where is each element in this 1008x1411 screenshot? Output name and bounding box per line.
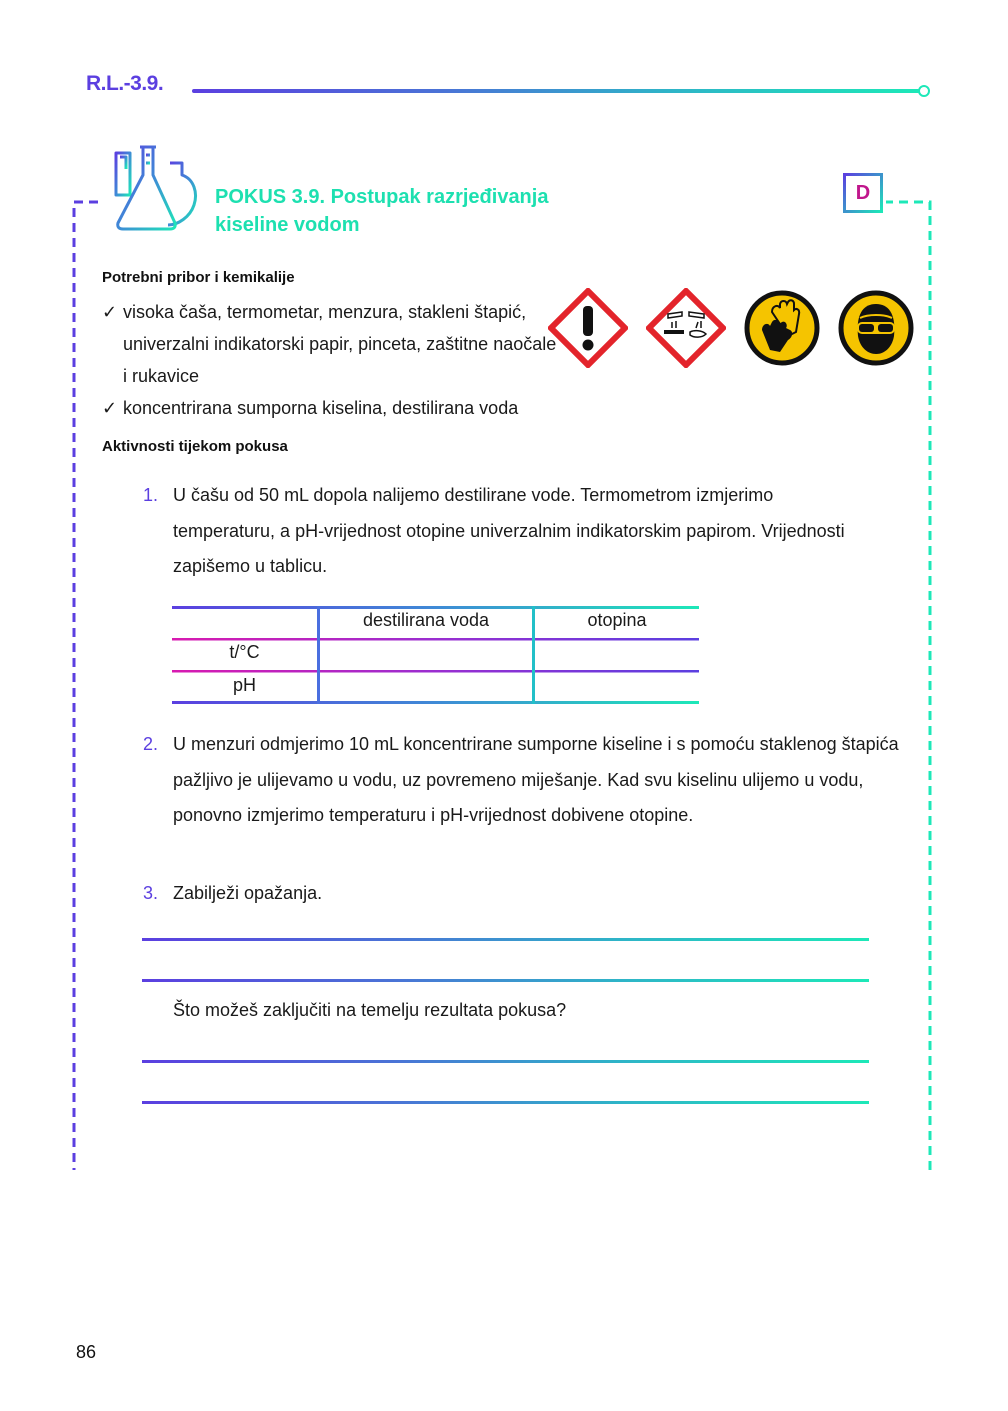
ghs-corrosive-icon (646, 288, 726, 368)
table-row-label: t/°C (229, 642, 260, 662)
conclusion-answer-line[interactable] (142, 1101, 869, 1104)
activities-heading: Aktivnosti tijekom pokusa (102, 438, 288, 455)
header-divider-endpoint (918, 85, 930, 97)
equipment-item (102, 296, 603, 392)
conclusion-answer-line[interactable] (142, 1060, 869, 1063)
results-table-cells (172, 605, 699, 704)
step-number: 2. (143, 734, 159, 754)
step-text: U čašu od 50 mL dopola nalijemo destilirane vode. Termometrom izmjerimo temperaturu, a pH-vrijednost otopine univerzalnim indikatorskim papirom. Vrijednosti zapišemo u tablicu. (173, 485, 845, 576)
experiment-title (215, 183, 635, 239)
step-number: 3. (143, 883, 159, 903)
step-text: Zabilježi opažanja. (173, 883, 323, 903)
experiment-title-line-1: POKUS 3.9. Postupak razrjeđivanja (215, 186, 549, 208)
table-input-cell[interactable] (320, 673, 532, 701)
worksheet-label: R.L.-3.9. (86, 72, 164, 95)
step-text: U menzuri odmjerimo 10 mL koncentrirane sumporne kiseline i s pomoću staklenog štapića pažljivo je ulijevamo u vodu, uz povremeno miješanje. Kad svu kiselinu ulijemo u vodu, ponovno izmjerimo temperaturu i pH-vrijednost dobivene otopine. (173, 734, 899, 825)
table-header-cell: destilirana voda (362, 610, 490, 630)
checkmark-icon: ✓ (102, 398, 118, 418)
hazard-pictograms (548, 288, 914, 368)
step-3 (143, 876, 908, 912)
header-divider (192, 89, 920, 93)
conclusion-question: Što možeš zaključiti na temelju rezultata pokusa? (173, 1000, 567, 1020)
equipment-heading: Potrebni pribor i kemikalije (102, 269, 295, 286)
equipment-item-text: koncentrirana sumporna kiselina, destilirana voda (123, 398, 519, 418)
table-row-label: pH (232, 675, 256, 695)
checkmark-icon: ✓ (102, 302, 118, 322)
gloves-required-icon (744, 290, 820, 366)
experiment-title-line-2: kiseline vodom (215, 214, 360, 236)
equipment-list (102, 296, 603, 424)
observation-answer-line[interactable] (142, 938, 869, 941)
table-header-cell: otopina (587, 610, 647, 630)
step-1 (143, 478, 873, 585)
table-input-cell[interactable] (320, 641, 532, 670)
table-input-cell[interactable] (535, 673, 699, 701)
ghs-exclamation-icon (548, 288, 628, 368)
observation-answer-line[interactable] (142, 979, 869, 982)
lab-flasks-icon (110, 145, 198, 233)
equipment-item-text: visoka čaša, termometar, menzura, stakleni štapić, univerzalni indikatorski papir, pinceta, zaštitne naočale i rukavice (123, 302, 557, 386)
equipment-item (102, 392, 603, 424)
page-number: 86 (76, 1342, 97, 1362)
step-number: 1. (143, 485, 159, 505)
goggles-required-icon (838, 290, 914, 366)
table-input-cell[interactable] (535, 641, 699, 670)
step-2 (143, 727, 908, 834)
difficulty-level-badge: D (843, 173, 883, 213)
